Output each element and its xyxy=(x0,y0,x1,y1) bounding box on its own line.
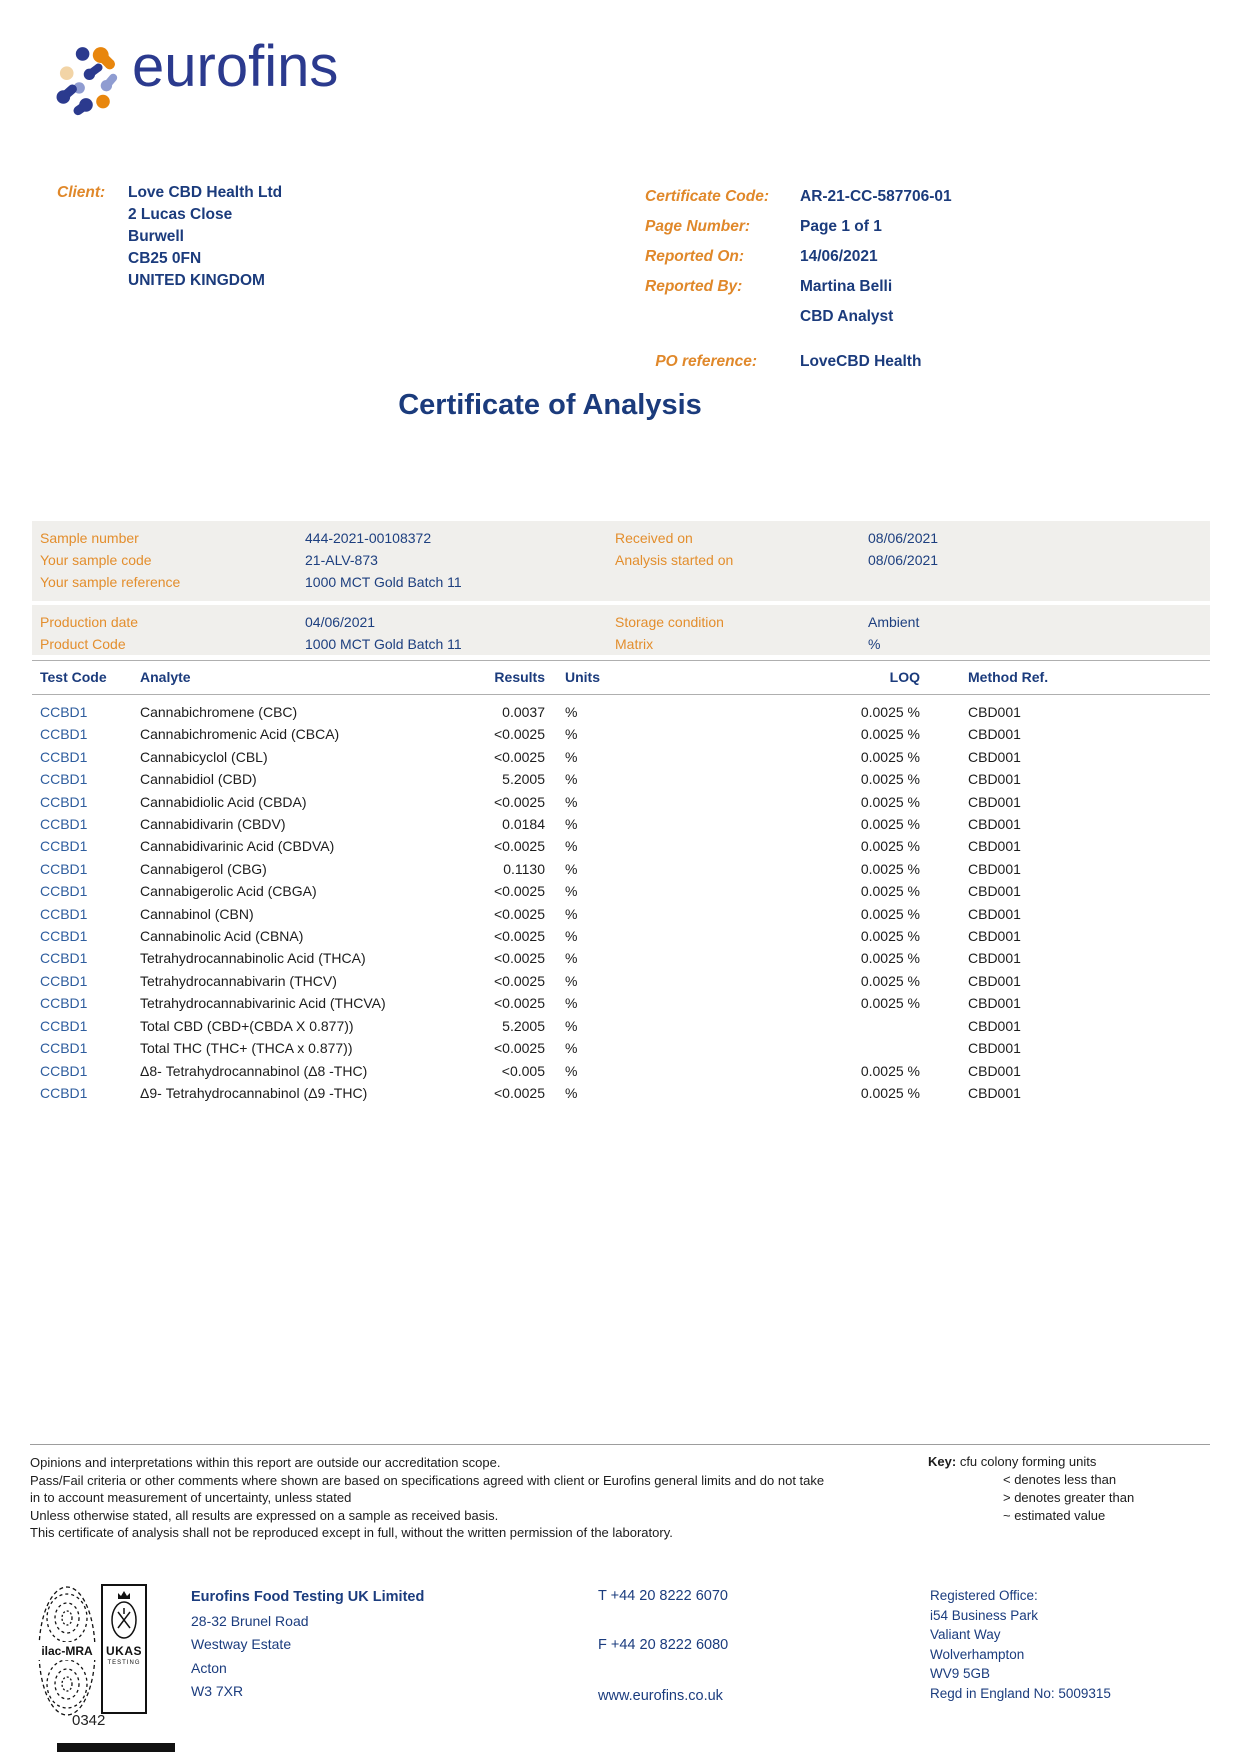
meta-row xyxy=(645,302,952,332)
sample-info-label xyxy=(615,571,868,593)
header-test-code: Test Code xyxy=(40,669,107,685)
method-ref-cell: CBD001 xyxy=(968,950,1021,967)
disclaimer-line: Opinions and interpretations within this report are outside our accreditation scope. xyxy=(30,1455,501,1470)
method-ref-cell: CBD001 xyxy=(968,793,1021,810)
disclaimer-line: Pass/Fail criteria or other comments where shown are based on specifications agreed with client or Eurofins general limits and do not take in to account measurement of uncertainty, unless stated xyxy=(30,1472,825,1505)
table-row xyxy=(40,746,1210,768)
method-ref-cell: CBD001 xyxy=(968,928,1021,945)
eurofins-wordmark: eurofins xyxy=(132,34,339,99)
meta-value: Page 1 of 1 xyxy=(800,218,882,235)
client-address-line: 2 Lucas Close xyxy=(128,206,233,223)
registered-office-line: Regd in England No: 5009315 xyxy=(930,1685,1111,1701)
units-cell: % xyxy=(565,726,578,743)
key-label: Key: xyxy=(928,1454,957,1469)
units-cell: % xyxy=(565,995,578,1012)
sample-info-value: 08/06/2021 xyxy=(868,530,939,546)
loq-cell: 0.0025 % xyxy=(860,748,920,765)
registered-office-line: WV9 5GB xyxy=(930,1666,991,1681)
company-name: Eurofins Food Testing UK Limited xyxy=(191,1589,425,1605)
meta-value: CBD Analyst xyxy=(800,308,894,325)
ukas-emblem-icon xyxy=(110,1600,138,1640)
test-code-cell: CCBD1 xyxy=(40,1040,88,1057)
result-cell: <0.0025 xyxy=(494,972,545,989)
table-row xyxy=(40,835,1210,857)
sample-info-label: Your sample code xyxy=(40,552,152,568)
analyte-cell: Cannabichromenic Acid (CBCA) xyxy=(140,726,340,743)
test-code-cell: CCBD1 xyxy=(40,905,88,922)
test-code-cell: CCBD1 xyxy=(40,793,88,810)
result-cell: <0.0025 xyxy=(494,838,545,855)
client-address-line: Love CBD Health Ltd xyxy=(128,184,283,201)
key-block xyxy=(928,1453,1134,1525)
meta-row xyxy=(645,242,952,272)
test-code-cell: CCBD1 xyxy=(40,726,88,743)
loq-cell: 0.0025 % xyxy=(860,704,920,720)
website-link[interactable]: www.eurofins.co.uk xyxy=(598,1688,723,1704)
units-cell: % xyxy=(565,1040,578,1057)
test-code-cell: CCBD1 xyxy=(40,704,88,720)
analyte-cell: Tetrahydrocannabivarinic Acid (THCVA) xyxy=(140,995,386,1012)
loq-cell: 0.0025 % xyxy=(860,793,920,810)
analyte-cell: Total THC (THC+ (THCA x 0.877)) xyxy=(140,1040,353,1057)
test-code-cell: CCBD1 xyxy=(40,972,88,989)
method-ref-cell: CBD001 xyxy=(968,995,1021,1012)
units-cell: % xyxy=(565,793,578,810)
disclaimer-text xyxy=(30,1454,835,1542)
method-ref-cell: CBD001 xyxy=(968,883,1021,900)
loq-cell: 0.0025 % xyxy=(860,771,920,788)
test-code-cell: CCBD1 xyxy=(40,816,88,833)
method-ref-cell: CBD001 xyxy=(968,748,1021,765)
test-code-cell: CCBD1 xyxy=(40,995,88,1012)
client-address-line: UNITED KINGDOM xyxy=(128,272,265,289)
key-symbol-line: > denotes greater than xyxy=(1003,1490,1135,1505)
units-cell: % xyxy=(565,748,578,765)
ilac-mra-logo xyxy=(36,1584,98,1718)
units-cell: % xyxy=(565,928,578,945)
units-cell: % xyxy=(565,883,578,900)
loq-cell: 0.0025 % xyxy=(860,1084,920,1101)
table-row xyxy=(40,903,1210,925)
result-cell: <0.0025 xyxy=(494,883,545,900)
analyte-cell: Cannabigerolic Acid (CBGA) xyxy=(140,883,317,900)
sample-info-block xyxy=(32,521,1210,601)
loq-cell: 0.0025 % xyxy=(860,995,920,1012)
table-row xyxy=(40,1082,1210,1104)
product-info-label: Matrix xyxy=(615,636,654,652)
analyte-cell: Cannabicyclol (CBL) xyxy=(140,748,268,765)
method-ref-cell: CBD001 xyxy=(968,860,1021,877)
analyte-cell: Cannabigerol (CBG) xyxy=(140,860,267,877)
analyte-cell: Cannabidiol (CBD) xyxy=(140,771,257,788)
header-analyte: Analyte xyxy=(140,669,191,685)
result-cell: <0.005 xyxy=(501,1062,545,1079)
company-address-line: 28-32 Brunel Road xyxy=(191,1612,309,1629)
table-row xyxy=(40,1060,1210,1082)
analyte-cell: Cannabinolic Acid (CBNA) xyxy=(140,928,304,945)
scan-artifact-bar xyxy=(57,1743,175,1752)
table-row xyxy=(40,791,1210,813)
accreditation-number: 0342 xyxy=(72,1712,106,1729)
eurofins-dots-icon xyxy=(52,44,120,116)
test-code-cell: CCBD1 xyxy=(40,883,88,900)
test-code-cell: CCBD1 xyxy=(40,838,88,855)
result-cell: 0.0184 xyxy=(502,816,545,833)
method-ref-cell: CBD001 xyxy=(968,838,1021,855)
loq-cell: 0.0025 % xyxy=(860,883,920,900)
company-address-line: Acton xyxy=(191,1659,227,1676)
loq-cell: 0.0025 % xyxy=(860,838,920,855)
units-cell: % xyxy=(565,838,578,855)
test-code-cell: CCBD1 xyxy=(40,771,88,788)
sample-info-label: Received on xyxy=(615,530,693,546)
meta-row xyxy=(645,182,952,212)
table-row xyxy=(40,723,1210,745)
sample-info-row xyxy=(40,527,1210,549)
company-address-line: Westway Estate xyxy=(191,1636,292,1652)
table-row xyxy=(40,992,1210,1014)
loq-cell: 0.0025 % xyxy=(860,905,920,922)
loq-cell: 0.0025 % xyxy=(860,928,920,945)
loq-cell xyxy=(790,1037,920,1059)
result-cell: <0.0025 xyxy=(494,995,545,1012)
result-cell: 5.2005 xyxy=(502,771,545,788)
meta-row xyxy=(645,272,952,302)
certificate-meta xyxy=(645,182,952,332)
units-cell: % xyxy=(565,950,578,967)
table-row xyxy=(40,947,1210,969)
test-code-cell: CCBD1 xyxy=(40,1062,88,1079)
client-address xyxy=(128,182,282,292)
analyte-cell: Δ8- Tetrahydrocannabinol (Δ8 -THC) xyxy=(140,1062,368,1079)
test-code-cell: CCBD1 xyxy=(40,1084,88,1101)
method-ref-cell: CBD001 xyxy=(968,972,1021,989)
ilac-mra-text: ilac-MRA xyxy=(41,1644,93,1658)
method-ref-cell: CBD001 xyxy=(968,1062,1021,1079)
fax-number: F +44 20 8222 6080 xyxy=(598,1637,729,1653)
registered-office-title: Registered Office: xyxy=(930,1588,1038,1603)
company-address-line: W3 7XR xyxy=(191,1683,244,1699)
test-code-cell: CCBD1 xyxy=(40,928,88,945)
results-table xyxy=(32,701,1210,1104)
header-results: Results xyxy=(494,669,545,685)
result-cell: <0.0025 xyxy=(494,726,545,743)
registered-office-line: Valiant Way xyxy=(930,1627,1001,1642)
test-code-cell: CCBD1 xyxy=(40,748,88,765)
result-cell: <0.0025 xyxy=(494,793,545,810)
analyte-cell: Cannabinol (CBN) xyxy=(140,905,254,922)
po-reference-label: PO reference: xyxy=(655,353,757,370)
method-ref-cell: CBD001 xyxy=(968,704,1021,720)
results-table-header xyxy=(32,660,1210,695)
method-ref-cell: CBD001 xyxy=(968,905,1021,922)
loq-cell: 0.0025 % xyxy=(860,1062,920,1079)
result-cell: <0.0025 xyxy=(494,1084,545,1101)
ukas-logo xyxy=(101,1584,147,1714)
analyte-cell: Tetrahydrocannabinolic Acid (THCA) xyxy=(140,950,366,967)
key-symbol-line: ~ estimated value xyxy=(1003,1508,1106,1523)
meta-label: Page Number: xyxy=(645,218,751,235)
result-cell: 5.2005 xyxy=(502,1017,545,1034)
registered-office-line: i54 Business Park xyxy=(930,1607,1039,1623)
table-row xyxy=(40,970,1210,992)
meta-label xyxy=(645,302,800,332)
product-info-label: Production date xyxy=(40,614,139,630)
ukas-subtitle: TESTING xyxy=(107,1660,141,1666)
telephone-number: T +44 20 8222 6070 xyxy=(598,1588,728,1604)
loq-cell: 0.0025 % xyxy=(860,816,920,833)
meta-label: Reported On: xyxy=(645,248,745,265)
page-title: Certificate of Analysis xyxy=(398,389,702,421)
registered-office-line: Wolverhampton xyxy=(930,1646,1025,1662)
table-row xyxy=(40,1037,1210,1059)
result-cell: <0.0025 xyxy=(494,905,545,922)
client-address-line: Burwell xyxy=(128,228,184,245)
ukas-word: UKAS xyxy=(105,1644,142,1658)
client-label: Client: xyxy=(57,184,106,201)
sample-info-value: 1000 MCT Gold Batch 11 xyxy=(305,574,462,590)
sample-info-label: Sample number xyxy=(40,530,139,546)
analyte-cell: Total CBD (CBD+(CBDA X 0.877)) xyxy=(140,1017,354,1034)
table-row xyxy=(40,701,1210,723)
header-loq: LOQ xyxy=(889,669,920,685)
sample-info-value: 21-ALV-873 xyxy=(305,552,378,568)
result-cell: <0.0025 xyxy=(494,950,545,967)
units-cell: % xyxy=(565,1084,578,1101)
units-cell: % xyxy=(565,1062,578,1079)
sample-info-row xyxy=(40,549,1210,571)
result-cell: <0.0025 xyxy=(494,928,545,945)
eurofins-logo xyxy=(52,36,338,116)
product-info-value: 04/06/2021 xyxy=(305,614,376,630)
company-address xyxy=(191,1610,424,1704)
method-ref-cell: CBD001 xyxy=(968,1040,1021,1057)
product-info-row xyxy=(40,633,1210,655)
analyte-cell: Tetrahydrocannabivarin (THCV) xyxy=(140,972,337,989)
registered-office-block xyxy=(930,1586,1111,1703)
table-row xyxy=(40,880,1210,902)
analyte-cell: Cannabidiolic Acid (CBDA) xyxy=(140,793,307,810)
sample-info-value: 08/06/2021 xyxy=(868,552,939,568)
method-ref-cell: CBD001 xyxy=(968,816,1021,833)
units-cell: % xyxy=(565,972,578,989)
units-cell: % xyxy=(565,771,578,788)
analyte-cell: Δ9- Tetrahydrocannabinol (Δ9 -THC) xyxy=(140,1084,368,1101)
product-info-row xyxy=(40,611,1210,633)
table-row xyxy=(40,1015,1210,1037)
units-cell: % xyxy=(565,816,578,833)
method-ref-cell: CBD001 xyxy=(968,1017,1021,1034)
method-ref-cell: CBD001 xyxy=(968,771,1021,788)
registered-office-lines xyxy=(930,1606,1111,1704)
key-symbols xyxy=(1003,1471,1134,1525)
table-row xyxy=(40,925,1210,947)
loq-cell: 0.0025 % xyxy=(860,972,920,989)
product-info-value: % xyxy=(868,636,881,652)
method-ref-cell: CBD001 xyxy=(968,726,1021,743)
key-symbol-line: < denotes less than xyxy=(1003,1472,1117,1487)
analyte-cell: Cannabidivarinic Acid (CBDVA) xyxy=(140,838,335,855)
product-info-block xyxy=(32,605,1210,655)
meta-value: 14/06/2021 xyxy=(800,248,878,265)
sample-info-row xyxy=(40,571,1210,593)
loq-cell: 0.0025 % xyxy=(860,860,920,877)
sample-info-value xyxy=(868,571,1210,593)
product-info-label: Storage condition xyxy=(615,614,724,630)
sample-info-value: 444-2021-00108372 xyxy=(305,530,432,546)
analyte-cell: Cannabidivarin (CBDV) xyxy=(140,816,286,833)
table-row xyxy=(40,858,1210,880)
disclaimer-line: This certificate of analysis shall not be reproduced except in full, without the written permission of the laboratory. xyxy=(30,1525,673,1540)
result-cell: <0.0025 xyxy=(494,748,545,765)
header-units: Units xyxy=(565,669,600,685)
analyte-cell: Cannabichromene (CBC) xyxy=(140,704,298,720)
loq-cell: 0.0025 % xyxy=(860,950,920,967)
product-info-value: Ambient xyxy=(868,614,920,630)
contact-block xyxy=(598,1588,728,1704)
product-info-value: 1000 MCT Gold Batch 11 xyxy=(305,636,462,652)
loq-cell: 0.0025 % xyxy=(860,726,920,743)
crown-icon xyxy=(116,1590,132,1600)
company-block xyxy=(191,1586,424,1704)
key-intro: cfu colony forming units xyxy=(959,1454,1097,1469)
method-ref-cell: CBD001 xyxy=(968,1084,1021,1101)
meta-label: Reported By: xyxy=(645,278,743,295)
table-row xyxy=(40,813,1210,835)
test-code-cell: CCBD1 xyxy=(40,1017,88,1034)
loq-cell xyxy=(790,1015,920,1037)
po-reference-value: LoveCBD Health xyxy=(800,353,922,370)
meta-value: AR-21-CC-587706-01 xyxy=(800,188,952,205)
disclaimer-line: Unless otherwise stated, all results are expressed on a sample as received basis. xyxy=(30,1507,499,1523)
meta-row xyxy=(645,212,952,242)
units-cell: % xyxy=(565,704,578,720)
result-cell: <0.0025 xyxy=(494,1040,545,1057)
meta-label: Certificate Code: xyxy=(645,188,770,205)
meta-value: Martina Belli xyxy=(800,278,893,295)
result-cell: 0.1130 xyxy=(503,860,545,877)
table-row xyxy=(40,768,1210,790)
po-reference-row xyxy=(645,347,921,377)
result-cell: 0.0037 xyxy=(502,704,545,720)
units-cell: % xyxy=(565,1017,578,1034)
units-cell: % xyxy=(565,905,578,922)
client-address-line: CB25 0FN xyxy=(128,250,202,267)
units-cell: % xyxy=(565,860,578,877)
sample-info-label: Analysis started on xyxy=(615,552,734,568)
product-info-label: Product Code xyxy=(40,636,126,652)
sample-info-label: Your sample reference xyxy=(40,574,181,590)
test-code-cell: CCBD1 xyxy=(40,860,88,877)
test-code-cell: CCBD1 xyxy=(40,950,88,967)
client-block xyxy=(57,182,282,292)
header-method-ref: Method Ref. xyxy=(968,669,1049,685)
